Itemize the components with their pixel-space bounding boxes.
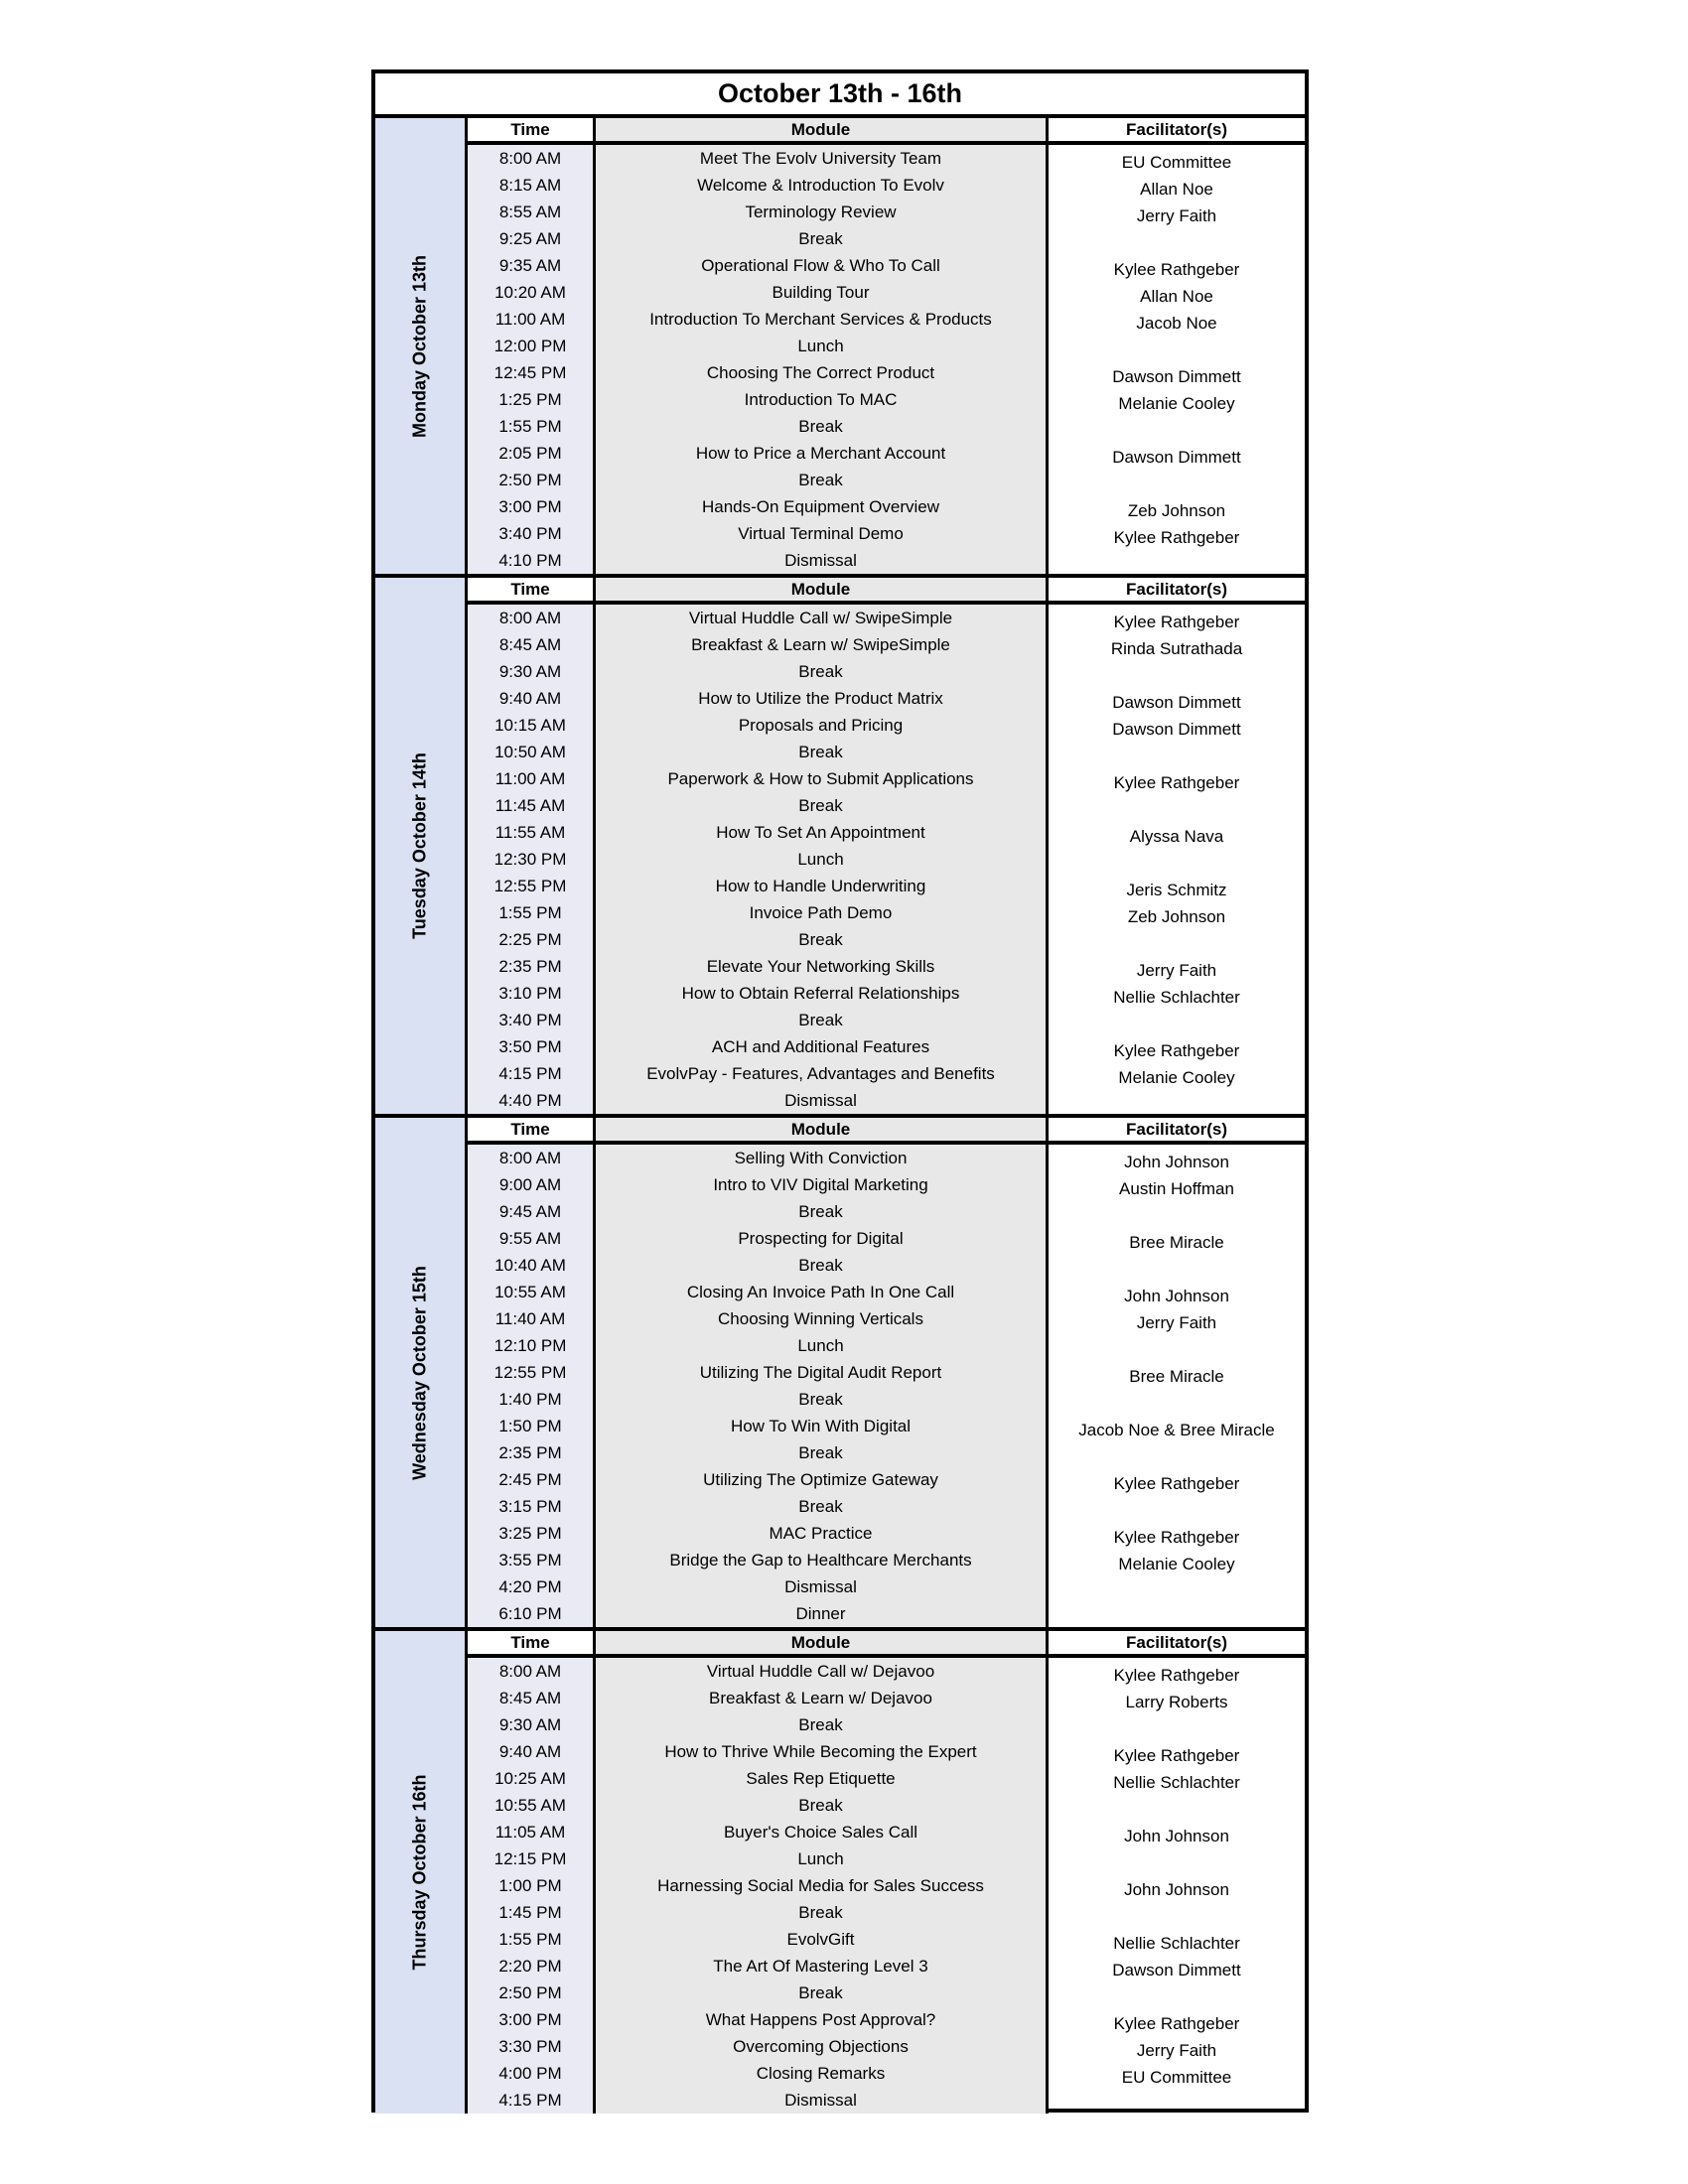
session-facilitator: John Johnson [1124,1153,1229,1171]
session-module: Dismissal [784,1577,857,1596]
session-time: 3:55 PM [498,1551,562,1570]
table-row [468,1060,1305,1087]
session-module: Utilizing The Digital Audit Report [699,1363,942,1382]
session-module: Break [798,1390,843,1409]
session-module: Lunch [797,1336,844,1355]
session-facilitator: Nellie Schlachter [1113,988,1240,1007]
table-row [468,547,1305,574]
session-module: Break [798,471,843,489]
session-module: Break [798,1983,843,2002]
header-facilitators: Facilitator(s) [1049,1118,1305,1141]
header-facilitators: Facilitator(s) [1049,1631,1305,1654]
table-row [468,1899,1305,1926]
session-time: 8:45 AM [498,635,562,654]
session-time: 2:45 PM [498,1470,562,1489]
session-time: 8:00 AM [498,609,562,627]
table-row [468,1953,1305,1979]
session-module: Meet The Evolv University Team [699,149,942,168]
session-facilitator: Kylee Rathgeber [1113,1746,1240,1765]
session-facilitator: Melanie Cooley [1118,394,1235,413]
table-row [468,1819,1305,1845]
session-facilitator: Jacob Noe & Bree Miracle [1078,1421,1275,1439]
session-facilitator: Kylee Rathgeber [1113,613,1240,631]
table-row [468,899,1305,926]
session-facilitator: Melanie Cooley [1118,1555,1235,1573]
table-row [468,1439,1305,1466]
column-header-row [468,1118,1305,1145]
column-header-row [468,118,1305,145]
session-facilitator: Bree Miracle [1129,1367,1224,1386]
session-time: 9:55 AM [498,1229,562,1248]
session-time: 4:15 PM [498,1064,562,1083]
session-module: Paperwork & How to Submit Applications [667,769,974,788]
session-time: 3:00 PM [498,2010,562,2029]
session-time: 3:15 PM [498,1497,562,1516]
table-row [468,1979,1305,2006]
session-module: Break [798,1443,843,1462]
session-time: 4:40 PM [498,1091,562,1110]
session-time: 9:45 AM [498,1202,562,1221]
table-row [468,1386,1305,1413]
session-time: 1:40 PM [498,1390,562,1409]
session-time: 2:35 PM [498,1443,562,1462]
session-time: 1:50 PM [498,1417,562,1435]
session-facilitator: Kylee Rathgeber [1113,773,1240,792]
session-time: 8:00 AM [498,1149,562,1167]
session-module: Harnessing Social Media for Sales Success [657,1876,984,1895]
table-row [468,333,1305,359]
session-facilitator: Melanie Cooley [1118,1068,1235,1087]
column-header-row [468,578,1305,605]
table-row [468,1658,1305,1685]
table-row [468,279,1305,306]
session-facilitator: Kylee Rathgeber [1113,1041,1240,1060]
session-module: Elevate Your Networking Skills [706,957,935,976]
table-row [468,1765,1305,1792]
session-rows [468,605,1305,1114]
session-module: Virtual Huddle Call w/ SwipeSimple [688,609,953,627]
session-time: 12:30 PM [493,850,567,869]
table-row [468,631,1305,658]
session-module: How to Handle Underwriting [715,877,926,895]
column-header-row [468,1631,1305,1658]
session-time: 9:35 AM [498,256,562,275]
session-module: Introduction To Merchant Services & Products [649,310,992,329]
session-module: How To Win With Digital [730,1417,912,1435]
session-module: Break [798,1796,843,1815]
session-module: Breakfast & Learn w/ SwipeSimple [691,635,950,654]
session-facilitator: Kylee Rathgeber [1113,260,1240,279]
session-facilitator: John Johnson [1124,1880,1229,1899]
session-facilitator: Dawson Dimmett [1112,1961,1241,1979]
session-time: 8:15 AM [498,176,562,195]
session-module: ACH and Additional Features [711,1037,930,1056]
table-row [468,1033,1305,1060]
header-time: Time [468,118,593,141]
session-time: 3:25 PM [498,1524,562,1543]
table-row [468,1520,1305,1547]
table-row [468,520,1305,547]
session-module: Invoice Path Demo [749,903,893,922]
session-module: Intro to VIV Digital Marketing [713,1175,928,1194]
table-row [468,1305,1305,1332]
day-section [375,1118,1305,1627]
table-row [468,172,1305,199]
session-time: 12:10 PM [493,1336,567,1355]
session-time: 11:40 AM [494,1309,566,1328]
table-row [468,685,1305,712]
session-time: 9:30 AM [498,1715,562,1734]
table-row [468,1145,1305,1171]
day-section [375,578,1305,1114]
header-time: Time [468,578,593,601]
session-time: 3:00 PM [498,497,562,516]
header-module: Module [596,1118,1046,1141]
session-module: Sales Rep Etiquette [746,1769,896,1788]
session-facilitator: Jacob Noe [1136,314,1217,333]
session-time: 1:00 PM [498,1876,562,1895]
session-module: Choosing The Correct Product [706,363,935,382]
table-row [468,145,1305,172]
day-label [375,1118,468,1627]
session-facilitator: Dawson Dimmett [1112,367,1241,386]
session-time: 9:25 AM [498,229,562,248]
session-time: 2:35 PM [498,957,562,976]
day-label [375,578,468,1114]
session-module: Breakfast & Learn w/ Dejavoo [709,1689,932,1707]
table-row [468,926,1305,953]
session-module: How to Utilize the Product Matrix [698,689,943,708]
table-row [468,1685,1305,1711]
session-time: 2:20 PM [498,1957,562,1976]
header-time: Time [468,1118,593,1141]
session-module: EvolvGift [786,1930,855,1949]
session-time: 4:15 PM [498,2091,562,2110]
table-row [468,2087,1305,2114]
session-time: 11:45 AM [494,796,566,815]
session-time: 6:10 PM [498,1604,562,1623]
session-module: Introduction To MAC [744,390,898,409]
session-time: 8:55 AM [498,203,562,221]
session-time: 4:20 PM [498,1577,562,1596]
session-module: Dismissal [784,551,857,570]
session-time: 9:30 AM [498,662,562,681]
session-module: Choosing Winning Verticals [718,1309,923,1328]
session-time: 11:05 AM [494,1823,566,1842]
session-time: 2:25 PM [498,930,562,949]
day-section [375,1631,1305,2114]
session-facilitator: Jerry Faith [1136,206,1217,225]
session-time: 10:25 AM [494,1769,566,1788]
schedule-title: October 13th - 16th [375,73,1305,118]
session-time: 1:55 PM [498,1930,562,1949]
session-facilitator: Jerry Faith [1136,961,1217,980]
session-module: Proposals and Pricing [738,716,904,735]
table-row [468,739,1305,765]
session-module: Terminology Review [745,203,897,221]
session-module: Operational Flow & Who To Call [701,256,940,275]
session-time: 9:00 AM [498,1175,562,1194]
session-time: 3:50 PM [498,1037,562,1056]
header-facilitators: Facilitator(s) [1049,578,1305,601]
table-row [468,359,1305,386]
session-module: Lunch [797,1849,844,1868]
table-row [468,2006,1305,2033]
table-row [468,605,1305,631]
day-label-text: Monday October 13th [409,254,430,438]
session-module: Closing An Invoice Path In One Call [686,1283,955,1301]
day-label-text: Wednesday October 15th [409,1265,430,1480]
session-time: 10:15 AM [494,716,566,735]
session-module: How To Set An Appointment [716,823,925,842]
session-module: Lunch [797,337,844,355]
session-rows [468,1145,1305,1627]
session-module: Virtual Huddle Call w/ Dejavoo [706,1662,935,1681]
table-row [468,1332,1305,1359]
day-label [375,1631,468,2114]
table-row [468,199,1305,225]
header-module: Module [596,578,1046,601]
session-facilitator: Rinda Sutrathada [1110,639,1243,658]
session-module: Break [798,1903,843,1922]
table-row [468,1845,1305,1872]
session-facilitator: Dawson Dimmett [1112,693,1241,712]
session-facilitator: Allan Noe [1140,287,1213,306]
table-row [468,1252,1305,1279]
session-module: Dinner [795,1604,846,1623]
session-time: 1:55 PM [498,417,562,436]
table-row [468,1573,1305,1600]
table-row [468,846,1305,873]
table-row [468,1547,1305,1573]
header-module: Module [596,1631,1046,1654]
session-module: Utilizing The Optimize Gateway [703,1470,938,1489]
table-row [468,2060,1305,2087]
table-row [468,712,1305,739]
session-module: MAC Practice [769,1524,873,1543]
session-time: 12:55 PM [493,877,567,895]
session-time: 10:50 AM [494,743,566,761]
session-time: 2:05 PM [498,444,562,463]
session-time: 10:40 AM [494,1256,566,1275]
session-module: How to Price a Merchant Account [695,444,946,463]
table-row [468,493,1305,520]
session-facilitator: Jerry Faith [1136,2041,1217,2060]
table-row [468,1087,1305,1114]
session-rows [468,145,1305,574]
session-facilitator: Larry Roberts [1125,1693,1228,1711]
session-time: 8:45 AM [498,1689,562,1707]
session-time: 9:40 AM [498,1742,562,1761]
session-time: 12:15 PM [493,1849,567,1868]
day-label-text: Thursday October 16th [409,1774,430,1971]
session-module: Break [798,1715,843,1734]
header-time: Time [468,1631,593,1654]
table-row [468,1926,1305,1953]
table-row [468,873,1305,899]
session-facilitator: Kylee Rathgeber [1113,1528,1240,1547]
session-facilitator: Alyssa Nava [1129,827,1224,846]
table-row [468,413,1305,440]
schedule-table [371,69,1309,2113]
session-time: 3:30 PM [498,2037,562,2056]
session-module: Dismissal [784,1091,857,1110]
session-module: Dismissal [784,2091,857,2110]
table-row [468,1171,1305,1198]
session-time: 3:10 PM [498,984,562,1003]
day-label [375,118,468,574]
session-module: Break [798,417,843,436]
session-module: How to Thrive While Becoming the Expert [664,1742,977,1761]
session-module: Buyer's Choice Sales Call [723,1823,918,1842]
session-facilitator: Jerry Faith [1136,1313,1217,1332]
table-row [468,819,1305,846]
session-time: 3:40 PM [498,524,562,543]
table-row [468,765,1305,792]
table-row [468,1600,1305,1627]
session-facilitator: Nellie Schlachter [1113,1773,1240,1792]
session-facilitator: Jeris Schmitz [1126,881,1227,899]
session-time: 8:00 AM [498,149,562,168]
session-time: 8:00 AM [498,1662,562,1681]
session-module: Building Tour [772,283,870,302]
table-row [468,1198,1305,1225]
session-time: 2:50 PM [498,471,562,489]
session-module: Break [798,1202,843,1221]
session-facilitator: Dawson Dimmett [1112,448,1241,467]
table-row [468,386,1305,413]
session-time: 10:55 AM [494,1796,566,1815]
session-time: 9:40 AM [498,689,562,708]
session-time: 3:40 PM [498,1011,562,1029]
session-facilitator: John Johnson [1124,1287,1229,1305]
table-row [468,1007,1305,1033]
session-time: 1:25 PM [498,390,562,409]
table-row [468,1413,1305,1439]
session-facilitator: Kylee Rathgeber [1113,528,1240,547]
day-label-text: Tuesday October 14th [409,752,430,939]
table-row [468,1225,1305,1252]
session-module: Break [798,930,843,949]
session-time: 11:00 AM [494,769,566,788]
session-facilitator: EU Committee [1121,2068,1232,2087]
session-facilitator: Austin Hoffman [1119,1179,1234,1198]
session-time: 12:55 PM [493,1363,567,1382]
table-row [468,1738,1305,1765]
table-row [468,1279,1305,1305]
session-time: 10:20 AM [494,283,566,302]
session-module: Lunch [797,850,844,869]
session-module: EvolvPay - Features, Advantages and Benefits [646,1064,995,1083]
session-module: Break [798,229,843,248]
header-module: Module [596,118,1046,141]
table-row [468,2033,1305,2060]
session-facilitator: Kylee Rathgeber [1113,2014,1240,2033]
session-time: 12:00 PM [493,337,567,355]
session-facilitator: Allan Noe [1140,180,1213,199]
table-row [468,792,1305,819]
session-facilitator: Zeb Johnson [1127,501,1226,520]
day-section [375,118,1305,574]
session-module: Bridge the Gap to Healthcare Merchants [669,1551,972,1570]
session-facilitator: Kylee Rathgeber [1113,1474,1240,1493]
session-module: Break [798,1497,843,1516]
session-facilitator: Bree Miracle [1129,1233,1224,1252]
session-facilitator: Dawson Dimmett [1112,720,1241,739]
table-row [468,252,1305,279]
table-row [468,953,1305,980]
session-module: The Art Of Mastering Level 3 [713,1957,928,1976]
table-row [468,440,1305,467]
table-row [468,1493,1305,1520]
session-module: Break [798,743,843,761]
session-time: 10:55 AM [494,1283,566,1301]
session-time: 1:45 PM [498,1903,562,1922]
session-facilitator: Kylee Rathgeber [1113,1666,1240,1685]
session-module: How to Obtain Referral Relationships [681,984,960,1003]
session-time: 11:00 AM [494,310,566,329]
session-module: Welcome & Introduction To Evolv [697,176,944,195]
table-row [468,1792,1305,1819]
session-time: 4:10 PM [498,551,562,570]
session-rows [468,1658,1305,2114]
table-row [468,980,1305,1007]
session-module: Selling With Conviction [734,1149,908,1167]
session-module: Break [798,796,843,815]
session-module: Overcoming Objections [733,2037,909,2056]
session-facilitator: EU Committee [1121,153,1232,172]
session-module: Prospecting for Digital [738,1229,904,1248]
session-facilitator: Zeb Johnson [1127,907,1226,926]
session-module: What Happens Post Approval? [705,2010,936,2029]
session-time: 1:55 PM [498,903,562,922]
session-facilitator: Nellie Schlachter [1113,1934,1240,1953]
session-module: Virtual Terminal Demo [738,524,904,543]
session-module: Closing Remarks [756,2064,886,2083]
session-time: 11:55 AM [494,823,566,842]
table-row [468,1711,1305,1738]
table-row [468,658,1305,685]
session-facilitator: John Johnson [1124,1827,1229,1845]
session-time: 2:50 PM [498,1983,562,2002]
table-row [468,1466,1305,1493]
session-module: Hands-On Equipment Overview [701,497,940,516]
table-row [468,225,1305,252]
session-module: Break [798,1256,843,1275]
table-row [468,1872,1305,1899]
table-row [468,306,1305,333]
header-facilitators: Facilitator(s) [1049,118,1305,141]
session-time: 12:45 PM [493,363,567,382]
table-row [468,1359,1305,1386]
session-module: Break [798,662,843,681]
session-time: 4:00 PM [498,2064,562,2083]
session-module: Break [798,1011,843,1029]
table-row [468,467,1305,493]
